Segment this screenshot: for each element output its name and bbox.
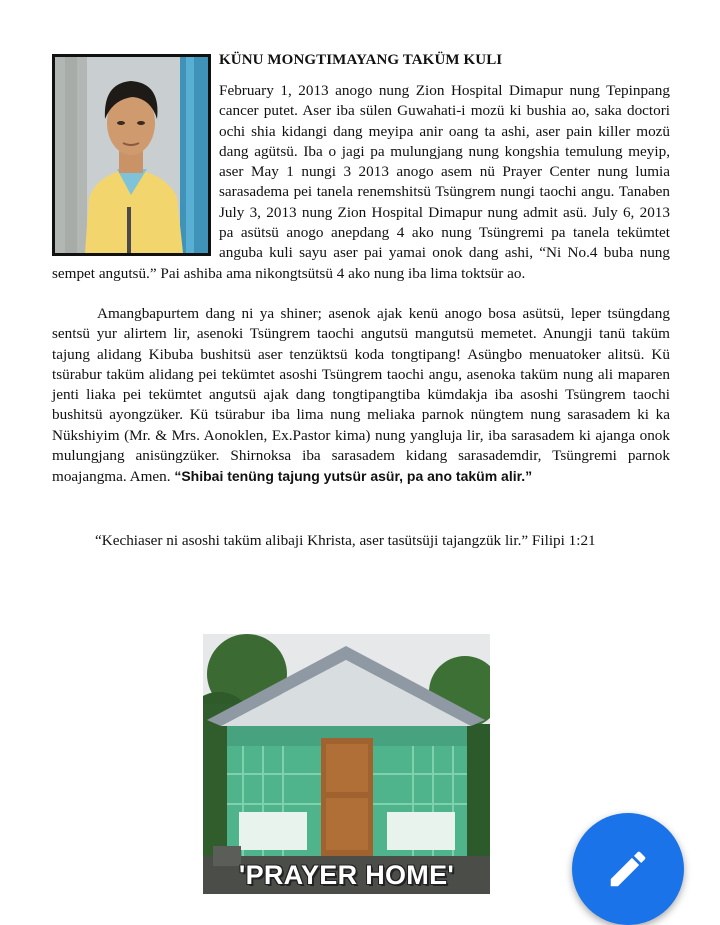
edit-fab-button[interactable] xyxy=(572,813,684,925)
photo-caption: 'PRAYER HOME' xyxy=(238,860,455,890)
document-page xyxy=(52,50,670,550)
prayer-home-photo xyxy=(203,634,490,894)
scripture-quote: “Kechiaser ni asoshi taküm alibaji Khrista, aser tasütsüji tajangzük lir.” Filipi 1:21 xyxy=(95,531,596,549)
pencil-edit-icon xyxy=(605,846,651,892)
closing-bold-quote: “Shibai tenüng tajung yutsür asür, pa ano taküm alir.” xyxy=(174,468,533,485)
portrait-photo xyxy=(52,54,211,256)
document-title: KÜNU MONGTIMAYANG TAKÜM KULI xyxy=(219,52,503,68)
prayer-home-image xyxy=(203,634,490,894)
portrait-image xyxy=(55,57,208,253)
paragraph-2 xyxy=(52,304,670,488)
paragraph-1: February 1, 2013 anogo nung Zion Hospital Dimapur nung Tepinpang cancer putet. Aser iba sülen Guwahati-i mozü ki bushia ao, saka doctori ochi shia kidangi dang meyipa anir oang ta ashi, aser pain killer mozü dang agütsü. Iba o jagi pa mulungjang nung kongshia temulung meyip, aser May 1 nungi 3 2013 anogo asem nü Prayer Center nung lumia sarasadema pei tanela renemshitsü Tsüngrem nungi taochi angu. Tanaben July 3, 2013 nung Zion Hospital Dimapur nung admit asü. July 6, 2013 pa asütsü anogo anepdang 4 ako nung Tsüngremi pa tanela tekümtet anguba kuli sayu aser pai yamai onok dang ashi, “Ni No.4 buba nung sempet angutsü.” Pai ashiba ama nikongtsütsü 4 ako nung iba lima toktsür ao. xyxy=(52,82,670,282)
paragraph-2-text: Amangbapurtem dang ni ya shiner; asenok ajak kenü anogo bosa asütsü, leper tsüngdang sentsü yur alirtem lir, asenoki Tsüngrem taochi angutsü mangutsü memetet. Anungji tanü taküm tajung alidang Kibuba bushitsü aser tenzüktsü koda tongtipang! Asüngbo menuatoker alitsü. Kü tsürabur taküm alidang pei tekümtet asoshi Tsüngrem taochi angu, asenoka taküm nung ali maparen jenti liaka pei tekümtet angutsü ajak dang tongtipangtiba kümdakja iba asoshi Tsüngrem taochi bushitsü ayongzüker. Kü tsürabur iba lima nung meliaka parnok nüngtem nung sarasadem ki ka Nükshiyim (Mr. & Mrs. Aonoklen, Ex.Pastor kima) nung yangluja lir, iba sarasadem ki ajanga onok mulungjang anisüngzüker. Shirnoksa iba sarasadem kidang sarasademdir, Tsüngremi parnok moajangma. Amen. xyxy=(52,304,670,486)
